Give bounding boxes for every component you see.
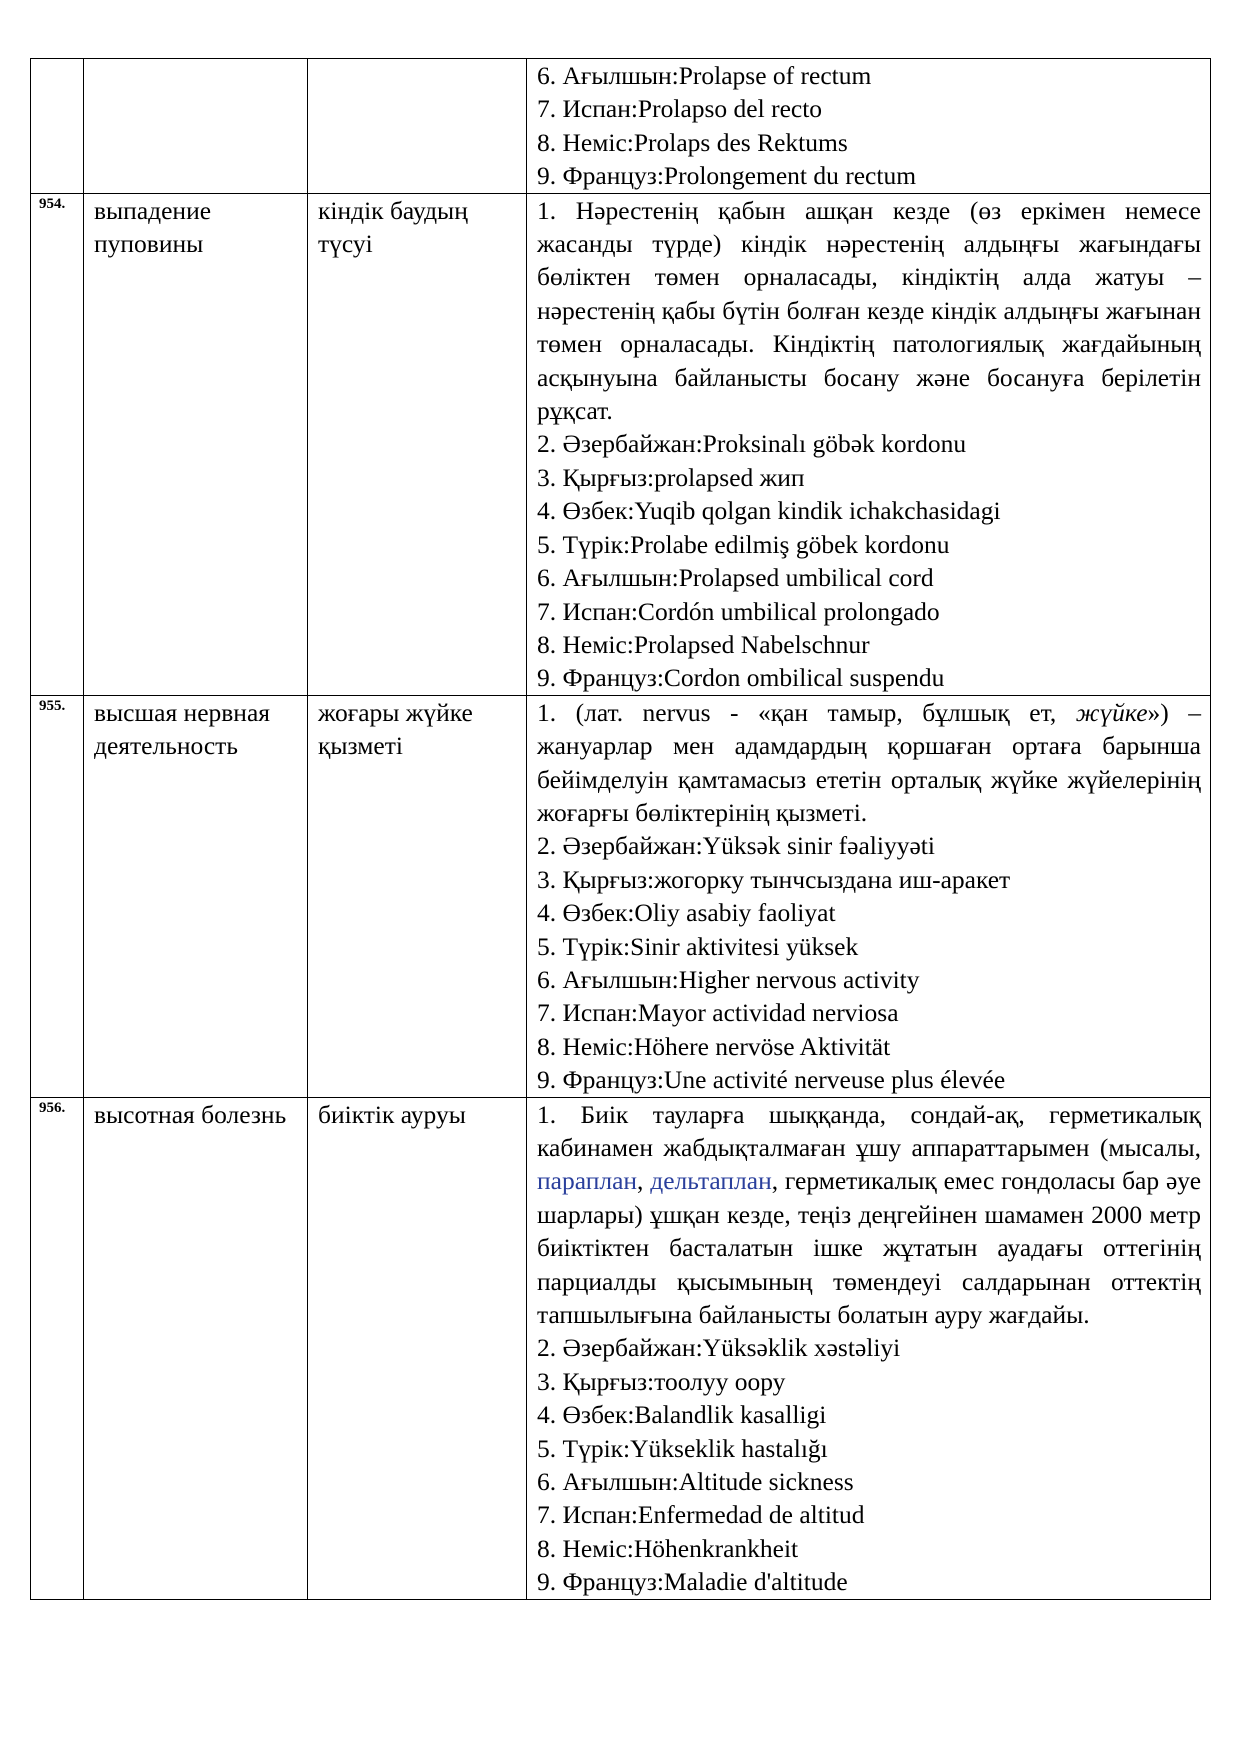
translation-line: 3. Қырғыз:prolapsed жип	[537, 462, 805, 492]
translation-line: 7. Испан:Mayor actividad nerviosa	[537, 998, 899, 1028]
translation-line: 2. Әзербайжан:Proksinalı göbək kordonu	[537, 429, 967, 459]
document-page	[30, 58, 1210, 1600]
translation-line: 6. Ағылшын:Prolapse of rectum	[537, 61, 872, 90]
kazakh-term: кіндік баудың түсуі	[308, 193, 527, 695]
definition-part: , герметикалық емес гондоласы бар әуе шарлары) ұшқан кезде, теңіз деңгейінен шамамен 2000 метр биіктіктен басталатын ішке жұтатын ауадағы оттегінің парциалды қысымының төмендеуі салдарынан оттектің тапшылығына байланысты болатын ауру жағдайы.	[537, 1166, 1202, 1330]
table-row	[31, 695, 1211, 1097]
translation-line: 4. Өзбек:Oliy asabiy faoliyat	[537, 898, 836, 928]
russian-term: высшая нервная деятельность	[84, 695, 308, 1097]
definition-cell	[527, 695, 1211, 1097]
translation-line: 2. Әзербайжан:Yüksək sinir fəaliyyəti	[537, 831, 935, 861]
entry-number: 954.	[31, 193, 84, 695]
translation-line: 9. Француз:Une activité nerveuse plus élevée	[537, 1065, 1006, 1095]
definition-part: 1. (лат. nervus - «қан тамыр, бұлшық ет,	[537, 697, 1076, 727]
entry-number	[31, 59, 84, 194]
table-row	[31, 59, 1211, 194]
translation-line: 5. Түрік:Yükseklik hastalığı	[537, 1433, 828, 1463]
translation-line: 7. Испан:Cordón umbilical prolongado	[537, 596, 940, 626]
definition-text	[537, 696, 1201, 830]
translation-line: 2. Әзербайжан:Yüksəklik xəstəliyi	[537, 1333, 901, 1363]
translation-line: 5. Түрік:Sinir aktivitesi yüksek	[537, 931, 859, 961]
translation-line: 6. Ағылшын:Altitude sickness	[537, 1467, 854, 1497]
translation-line: 9. Француз:Maladie d'altitude	[537, 1567, 848, 1597]
deltaplan-link[interactable]: дельтаплан	[650, 1166, 772, 1196]
entry-number: 955.	[31, 695, 84, 1097]
translation-line: 7. Испан:Enfermedad de altitud	[537, 1500, 865, 1530]
translation-line: 8. Неміс:Höhenkrankheit	[537, 1533, 799, 1563]
translation-line: 8. Неміс:Prolaps des Rektums	[537, 127, 848, 157]
translation-line: 6. Ағылшын:Higher nervous activity	[537, 964, 920, 994]
translation-line: 9. Француз:Prolongement du rectum	[537, 161, 917, 191]
translation-line: 7. Испан:Prolapso del recto	[537, 94, 823, 124]
table-row	[31, 1097, 1211, 1599]
russian-term	[84, 59, 308, 194]
translation-line: 8. Неміс:Prolapsed Nabelschnur	[537, 629, 870, 659]
definition-text: 1. Нәрестенің қабын ашқан кезде (өз еркімен немесе жасанды түрде) кіндік нәрестенің алдыңғы жағындағы бөліктен төмен орналасады, кіндіктің алда жатуы – нәрестенің қабы бүтін болған кезде кіндік алдыңғы жағынан төмен орналасады. Кіндіктің патологиялық жағдайының асқынуына байланысты босану және босануға берілетін рұқсат.	[537, 195, 1201, 426]
definition-part: ,	[637, 1166, 651, 1196]
translation-line: 6. Ағылшын:Prolapsed umbilical cord	[537, 563, 934, 593]
translation-line: 8. Неміс:Höhere nervöse Aktivität	[537, 1031, 891, 1061]
definition-part: ») – жануарлар мен адамдардың қоршаған ортаға барынша бейімделуін қамтамасыз ететін орталық жүйке жүйелерінің жоғарғы бөліктерінің қызметі.	[537, 697, 1201, 827]
table-row	[31, 193, 1211, 695]
definition-cell	[527, 193, 1211, 695]
definition-cell	[527, 59, 1211, 194]
kazakh-term: биіктік ауруы	[308, 1097, 527, 1599]
russian-term: высотная болезнь	[84, 1097, 308, 1599]
definition-italic: жүйке	[1075, 697, 1148, 727]
definition-part: 1. Биік тауларға шыққанда, сондай-ақ, герметикалық кабинамен жабдықталмаған ұшу аппараттарымен (мысалы,	[537, 1099, 1201, 1162]
definition-cell	[527, 1097, 1211, 1599]
definition-text	[537, 1098, 1201, 1332]
translation-line: 9. Француз:Cordon ombilical suspendu	[537, 663, 945, 693]
kazakh-term: жоғары жүйке қызметі	[308, 695, 527, 1097]
russian-term: выпадение пуповины	[84, 193, 308, 695]
kazakh-term	[308, 59, 527, 194]
paraplan-link[interactable]: параплан	[537, 1166, 638, 1196]
translation-line: 3. Қырғыз:тоолуу оору	[537, 1366, 786, 1396]
translation-line: 4. Өзбек:Yuqib qolgan kindik ichakchasidagi	[537, 496, 1001, 526]
translation-line: 5. Түрік:Prolabe edilmiş göbek kordonu	[537, 529, 950, 559]
glossary-table	[30, 58, 1211, 1600]
translation-line: 3. Қырғыз:жогорку тынчсыздана иш-аракет	[537, 864, 1011, 894]
entry-number: 956.	[31, 1097, 84, 1599]
translation-line: 4. Өзбек:Balandlik kasalligi	[537, 1400, 827, 1430]
